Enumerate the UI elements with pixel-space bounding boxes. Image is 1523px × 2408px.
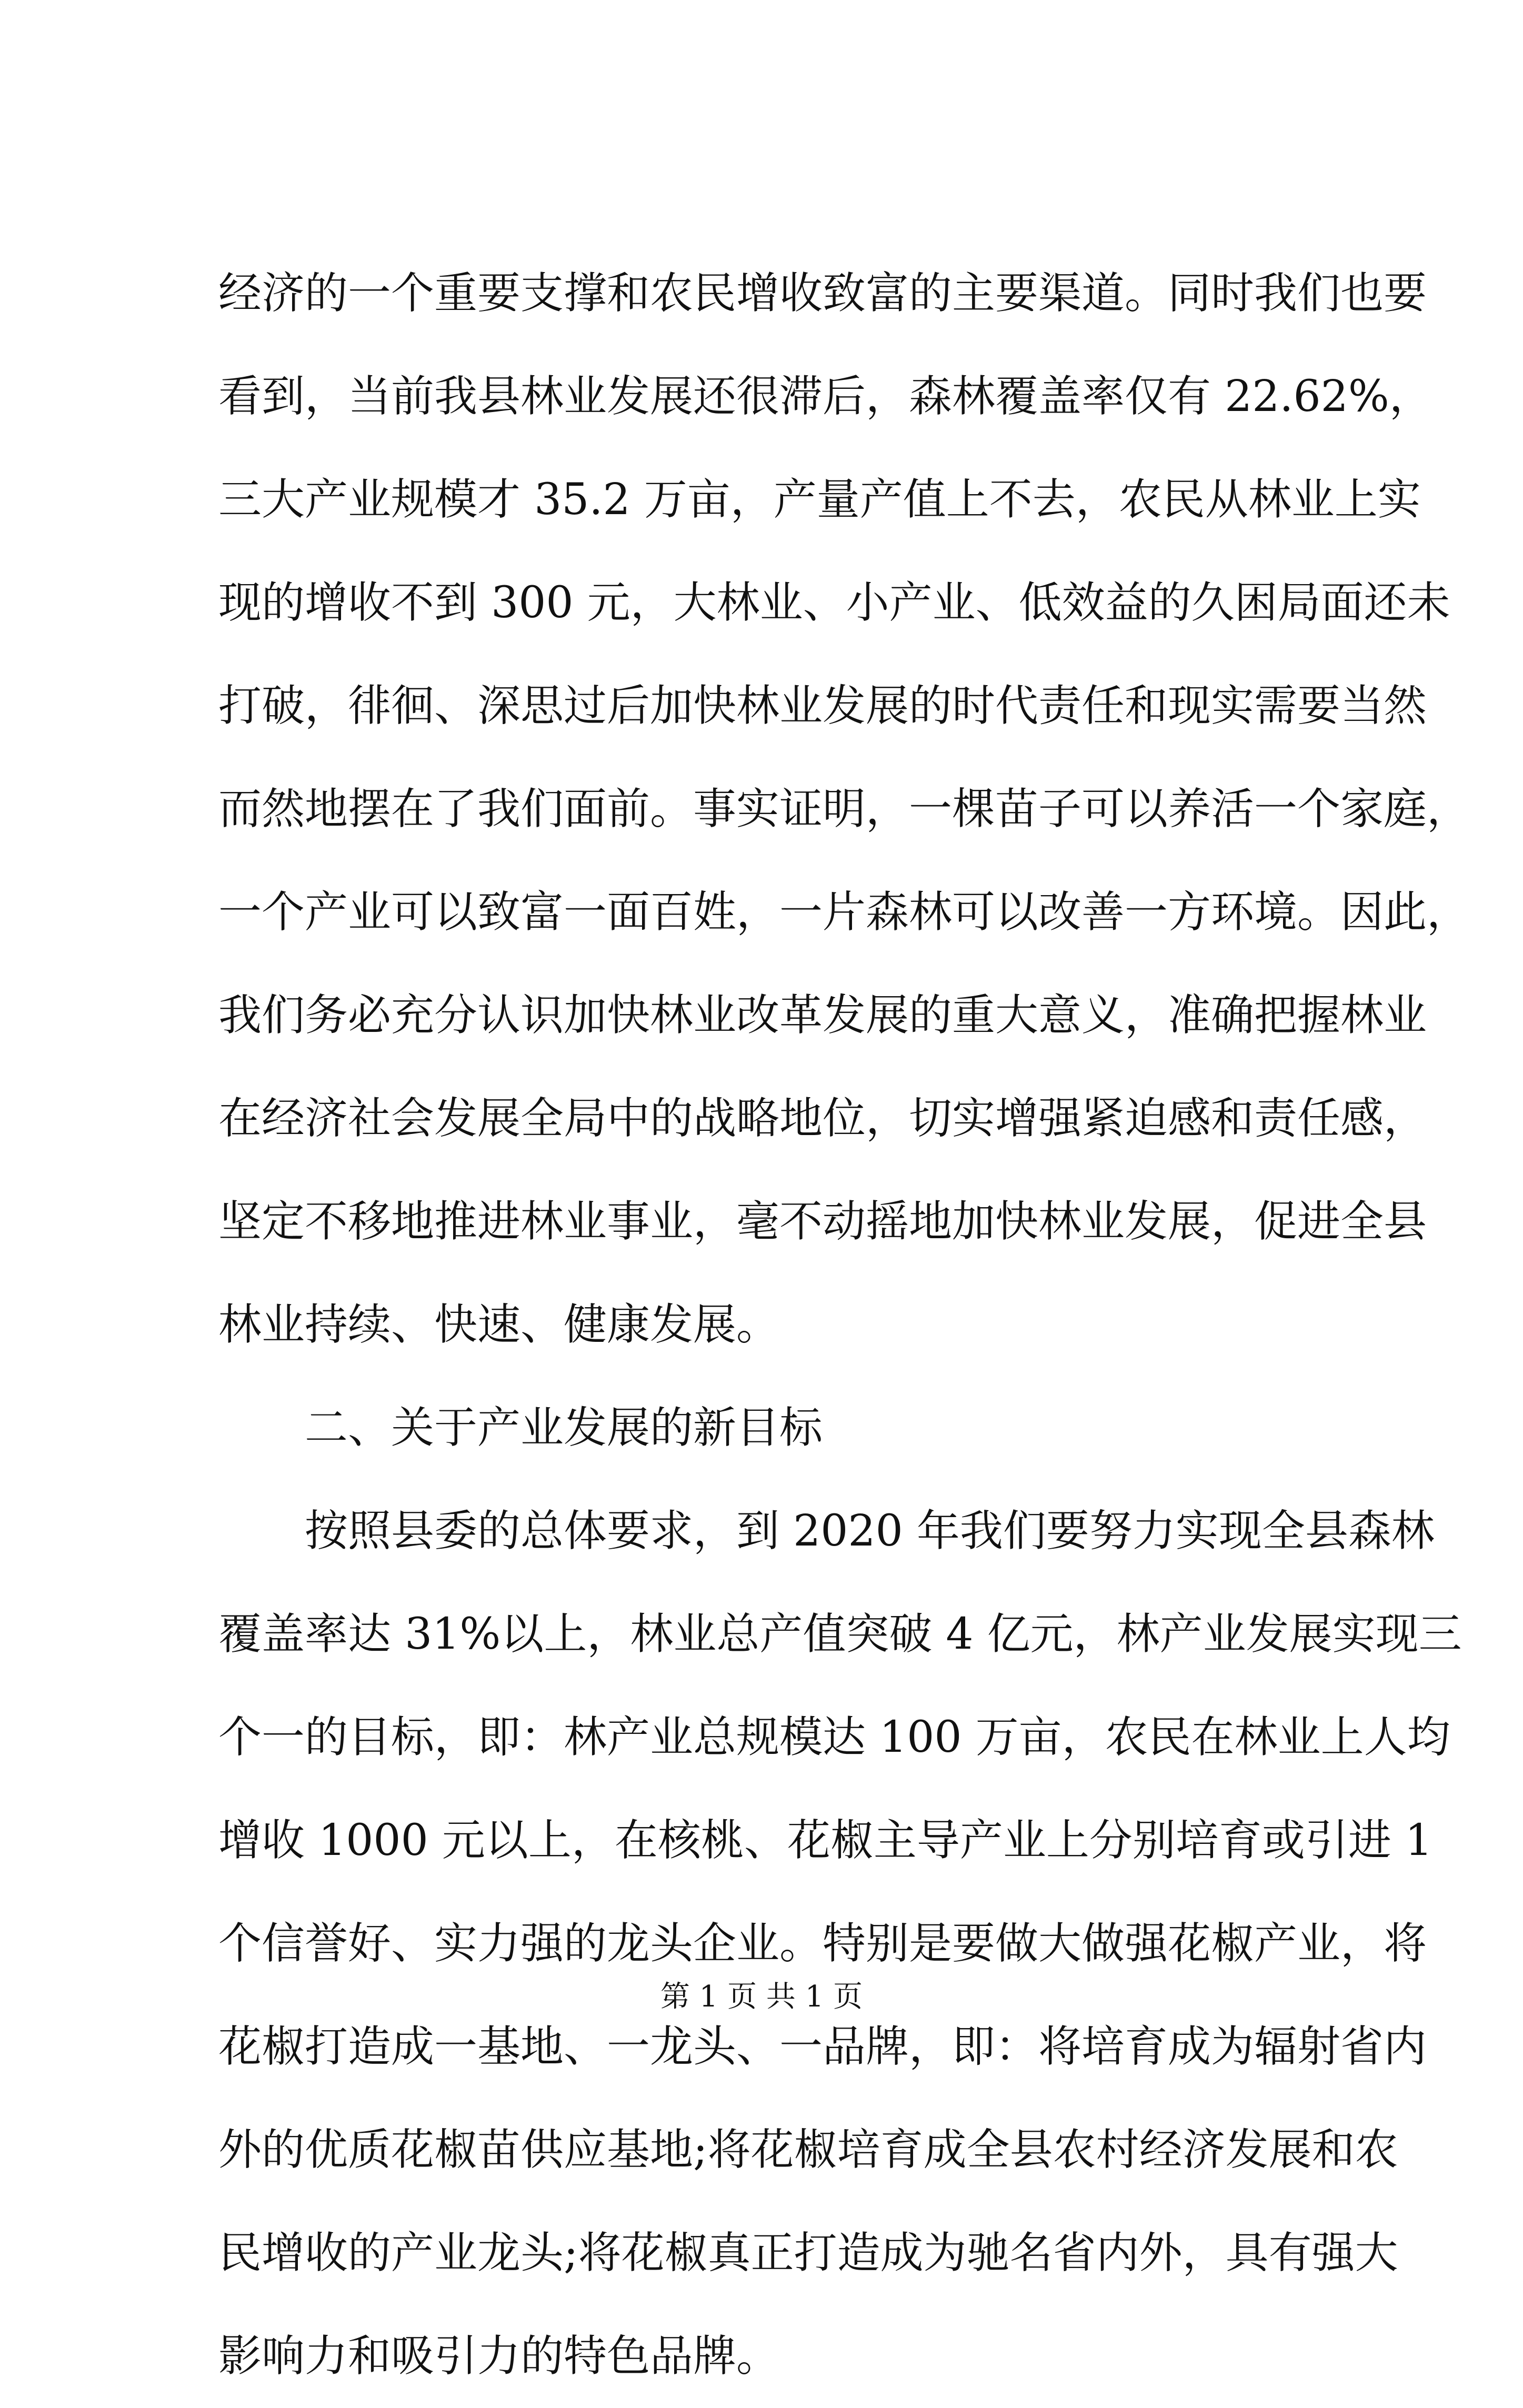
text-line: 打破，徘徊、深思过后加快林业发展的时代责任和现实需要当然 [218, 681, 1427, 731]
text-line: 在经济社会发展全局中的战略地位，切实增强紧迫感和责任感， [218, 1093, 1427, 1143]
page-footer: 第 1 页 共 1 页 [660, 1980, 863, 2014]
text-line: 外的优质花椒苗供应基地;将花椒培育成全县农村经济发展和农 [218, 2125, 1398, 2175]
text-line: 个信誉好、实力强的龙头企业。特别是要做大做强花椒产业，将 [218, 1919, 1427, 1969]
text-line: 看到，当前我县林业发展还很滞后，森林覆盖率仅有 22.62%， [218, 372, 1432, 422]
text-line: 增收 1000 元以上，在核桃、花椒主导产业上分别培育或引进 1 [218, 1815, 1433, 1865]
text-line: 个一的目标，即：林产业总规模达 100 万亩，农民在林业上人均 [218, 1712, 1450, 1762]
text-line: 而然地摆在了我们面前。事实证明，一棵苗子可以养活一个家庭， [218, 784, 1470, 834]
text-line: 林业持续、快速、健康发展。 [218, 1300, 780, 1350]
text-line: 三大产业规模才 35.2 万亩，产量产值上不去，农民从林业上实 [218, 475, 1421, 525]
text-line: 影响力和吸引力的特色品牌。 [218, 2331, 780, 2381]
text-line: 覆盖率达 31%以上，林业总产值突破 4 亿元，林产业发展实现三 [218, 1609, 1462, 1659]
text-line: 按照县委的总体要求，到 2020 年我们要努力实现全县森林 [305, 1506, 1435, 1556]
text-line: 现的增收不到 300 元，大林业、小产业、低效益的久困局面还未 [218, 578, 1450, 628]
text-line: 一个产业可以致富一面百姓，一片森林可以改善一方环境。因此， [218, 887, 1470, 937]
text-line: 民增收的产业龙头;将花椒真正打造成为驰名省内外，具有强大 [218, 2228, 1398, 2278]
section-heading: 二、关于产业发展的新目标 [305, 1403, 823, 1453]
text-line: 经济的一个重要支撑和农民增收致富的主要渠道。同时我们也要 [218, 268, 1427, 318]
text-line: 花椒打造成一基地、一龙头、一品牌，即：将培育成为辐射省内 [218, 2022, 1427, 2072]
text-line: 坚定不移地推进林业事业，毫不动摇地加快林业发展，促进全县 [218, 1197, 1427, 1247]
text-line: 我们务必充分认识加快林业改革发展的重大意义，准确把握林业 [218, 990, 1427, 1040]
body-text [218, 242, 1470, 2408]
